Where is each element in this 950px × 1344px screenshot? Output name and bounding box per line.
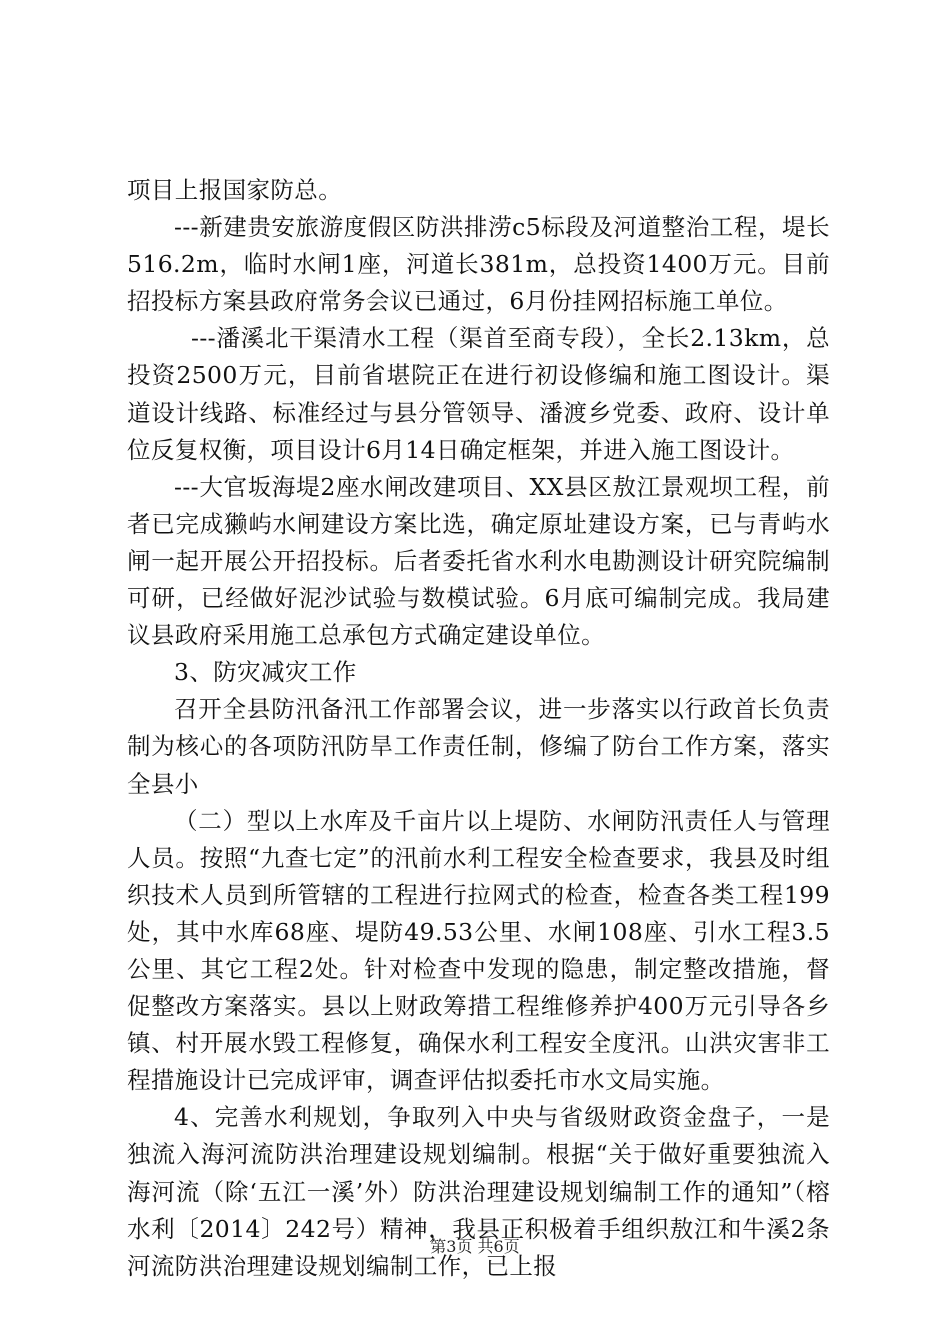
paragraph-water-planning: 4、完善水利规划，争取列入中央与省级财政资金盘子，一是独流入海河流防洪治理建设规划编制。根据“关于做好重要独流入海河流（除‘五江一溪’外）防洪治理建设规划编制工作的通知”（榕水利〔2014〕242号）精神，我县正积极着手组织敖江和牛溪2条河流防洪治理建设规划编制工作，已上报 [127,1103,830,1280]
document-body [127,172,830,1285]
paragraph-project-panxi: ---潘溪北干渠清水工程（渠首至商专段），全长2.13km，总投资2500万元，目前省堪院正在进行初设修编和施工图设计。渠道设计线路、标准经过与县分管领导、潘渡乡党委、政府、设计单位反复权衡，项目设计6月14日确定框架，并进入施工图设计。 [127,324,830,464]
paragraph-continuation: 项目上报国家防总。 [127,176,343,204]
paragraph-safety-inspection: （二）型以上水库及千亩片以上堤防、水闸防汛责任人与管理人员。按照“九查七定”的汛前水利工程安全检查要求，我县及时组织技术人员到所管辖的工程进行拉网式的检查，检查各类工程199处，其中水库68座、堤防49.53公里、水闸108座、引水工程3.5公里、其它工程2处。针对检查中发现的隐患，制定整改措施，督促整改方案落实。县以上财政筹措工程维修养护400万元引导各乡镇、村开展水毁工程修复，确保水利工程安全度汛。山洪灾害非工程措施设计已完成评审，调查评估拟委托市水文局实施。 [127,806,830,1095]
paragraph-project-guian: ---新建贵安旅游度假区防洪排涝c5标段及河道整治工程，堤长516.2m，临时水闸1座，河道长381m，总投资1400万元。目前招投标方案县政府常务会议已通过，6月份挂网招标施工单位。 [127,213,830,316]
paragraph-flood-meeting: 召开全县防汛备汛工作部署会议，进一步落实以行政首长负责制为核心的各项防汛防旱工作责任制，修编了防台工作方案，落实全县小 [127,695,830,798]
paragraph-project-daguanban: ---大官坂海堤2座水闸改建项目、XX县区敖江景观坝工程，前者已完成獭屿水闸建设方案比选，确定原址建设方案，已与青屿水闸一起开展公开招投标。后者委托省水利水电勘测设计研究院编制可研，已经做好泥沙试验与数模试验。6月底可编制完成。我局建议县政府采用施工总承包方式确定建设单位。 [127,472,830,650]
section-heading-disaster-prevention: 3、防灾减灾工作 [174,658,357,687]
page-footer: 第3页 共6页 [430,1237,520,1256]
